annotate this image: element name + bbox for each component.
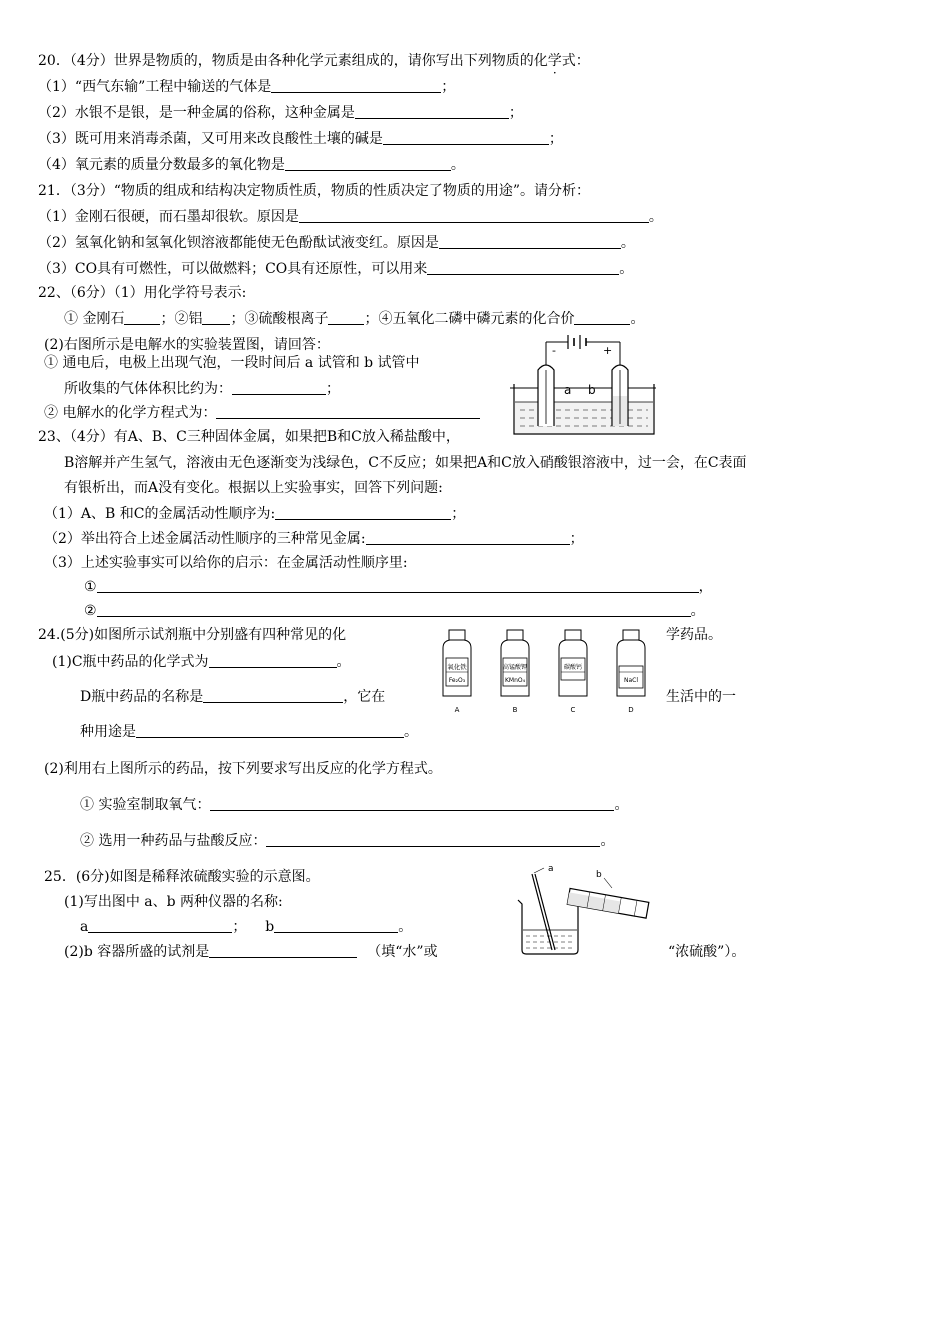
q23-sub-1: ① ， <box>84 579 713 595</box>
bottle-c-label: 碳酸钙 <box>563 664 583 671</box>
answer-blank[interactable] <box>203 688 343 703</box>
q25-line-1: (1)写出图中 a、b 两种仪器的名称: <box>64 894 283 910</box>
bottle-c <box>559 630 587 714</box>
electrolysis-apparatus-figure <box>508 330 658 438</box>
q22-sub1-line2: 所收集的气体体积比约为： ； <box>64 381 340 397</box>
answer-blank[interactable] <box>124 310 160 325</box>
q22-sub1-line1: ① 通电后，电极上出现气泡，一段时间后 a 试管和 b 试管中 <box>44 355 420 371</box>
q24-heading-right: 学药品。 <box>666 627 722 643</box>
tube-b-label: b <box>588 383 596 397</box>
bottle-a-letter: A <box>454 706 460 714</box>
reagent-bottles-figure <box>432 628 660 720</box>
q21-item-1: （1）金刚石很硬，而石墨却很软。原因是 。 <box>38 209 663 225</box>
answer-blank[interactable] <box>274 918 398 933</box>
q20-heading: 20．（4分）世界是物质的，物质是由各种化学元素组成的，请你写出下列物质的化学式： <box>38 53 590 69</box>
q24-heading-left: 24.(5分)如图所示试剂瓶中分别盛有四种常见的化 <box>38 627 347 643</box>
q20-item-1: （1）“西气东输”工程中输送的气体是 ； <box>38 79 456 95</box>
q20-item-3: （3）既可用来消毒杀菌，又可用来改良酸性土壤的碱是 ； <box>38 131 563 147</box>
q23-item-2: （2）举出符合上述金属活动性顺序的三种常见金属: ； <box>44 531 584 547</box>
answer-blank[interactable] <box>328 310 364 325</box>
answer-blank[interactable] <box>271 78 441 93</box>
q20-item-4: （4）氧元素的质量分数最多的氧化物是 。 <box>38 157 465 173</box>
q23-item-1: （1）A、B 和C的金属活动性顺序为: ； <box>44 506 466 522</box>
answer-blank[interactable] <box>299 208 649 223</box>
q24-sub-1: ① 实验室制取氧气： 。 <box>80 797 629 813</box>
q24-line-1: (1)C瓶中药品的化学式为 。 <box>52 654 351 670</box>
q25-line-3-tail: “浓硫酸”）。 <box>668 944 746 960</box>
q23-sub-2: ② 。 <box>84 603 705 619</box>
q23-paragraph-2: 有银析出，而A没有变化。根据以上实验事实，回答下列问题: <box>64 480 443 496</box>
bottle-b-letter: B <box>512 706 518 714</box>
answer-blank[interactable] <box>366 530 570 545</box>
q24-line-2-tail: 生活中的一 <box>666 689 736 705</box>
answer-blank[interactable] <box>209 653 337 668</box>
answer-blank[interactable] <box>285 156 451 171</box>
bottle-d <box>617 630 645 714</box>
answer-blank[interactable] <box>355 104 509 119</box>
answer-blank[interactable] <box>97 578 699 593</box>
rod-a-label: a <box>548 864 554 874</box>
q24-line-3: 种用途是 。 <box>80 724 418 740</box>
q25-heading: 25．(6分)如图是稀释浓硫酸实验的示意图。 <box>44 869 320 885</box>
answer-blank[interactable] <box>232 380 326 395</box>
q22-heading: 22、（6分）（1）用化学符号表示: <box>38 285 247 301</box>
q20-item-2: （2）水银不是银，是一种金属的俗称，这种金属是 ； <box>38 105 523 121</box>
answer-blank[interactable] <box>427 260 619 275</box>
q25-line-3: (2)b 容器所盛的试剂是 （填“水”或 <box>64 944 438 960</box>
q23-item-3: （3）上述实验事实可以给你的启示：在金属活动性顺序里: <box>44 555 408 571</box>
answer-blank[interactable] <box>216 404 480 419</box>
bottle-b-formula: KMnO₄ <box>504 677 526 684</box>
answer-blank[interactable] <box>97 602 691 617</box>
positive-terminal-label: + <box>603 344 613 357</box>
q24-part2: (2)利用右上图所示的药品，按下列要求写出反应的化学方程式。 <box>44 761 442 777</box>
answer-blank[interactable] <box>275 505 451 520</box>
answer-blank[interactable] <box>136 723 404 738</box>
q24-sub-2: ② 选用一种药品与盐酸反应： 。 <box>80 833 615 849</box>
answer-blank[interactable] <box>202 310 230 325</box>
bottle-a <box>443 630 471 714</box>
bottle-d-letter: D <box>628 706 634 714</box>
q22-symbols: ① 金刚石 ；②铝 ；③硫酸根离子 ；④五氧化二磷中磷元素的化合价 。 <box>64 311 645 327</box>
cylinder-b-label: b <box>596 870 602 880</box>
answer-blank[interactable] <box>88 918 232 933</box>
q23-paragraph-1: B溶解并产生氢气，溶液由无色逐渐变为浅绿色，C不反应；如果把A和C放入硝酸银溶液中，过一会，在C表面 <box>64 455 747 471</box>
answer-blank[interactable] <box>210 796 614 811</box>
answer-blank[interactable] <box>383 130 549 145</box>
bottle-a-label: 氧化铁 <box>447 663 467 671</box>
q20-emphasis: 化学式 <box>533 53 576 69</box>
q22-part2: (2)右图所示是电解水的实验装置图，请回答： <box>44 337 330 353</box>
tube-a-label: a <box>564 383 572 397</box>
acid-dilution-figure <box>512 864 660 956</box>
bottle-c-letter: C <box>570 706 576 714</box>
q21-item-2: （2）氢氧化钠和氢氧化钡溶液都能使无色酚酞试液变红。原因是 。 <box>38 235 635 251</box>
answer-blank[interactable] <box>574 310 630 325</box>
q22-sub2: ② 电解水的化学方程式为： <box>44 404 480 422</box>
q25-line-2: a ； b 。 <box>80 919 413 935</box>
bottle-b <box>501 630 529 714</box>
bottle-a-formula: Fe₂O₃ <box>448 677 466 684</box>
negative-terminal-label: - <box>552 344 556 357</box>
answer-blank[interactable] <box>209 943 357 958</box>
bottle-d-formula: NaCl <box>623 677 639 684</box>
bottle-b-label: 高锰酸钾 <box>502 664 528 671</box>
q23-heading: 23、（4分）有A、B、C三种固体金属，如果把B和C放入稀盐酸中， <box>38 429 460 445</box>
answer-blank[interactable] <box>266 832 600 847</box>
answer-blank[interactable] <box>439 234 621 249</box>
q21-item-3: （3）CO具有可燃性，可以做燃料；CO具有还原性，可以用来 。 <box>38 261 634 277</box>
q21-heading: 21．（3分）“物质的组成和结构决定物质性质，物质的性质决定了物质的用途”。请分析： <box>38 183 591 199</box>
q24-line-2: D瓶中药品的名称是 ，它在 <box>80 689 386 705</box>
